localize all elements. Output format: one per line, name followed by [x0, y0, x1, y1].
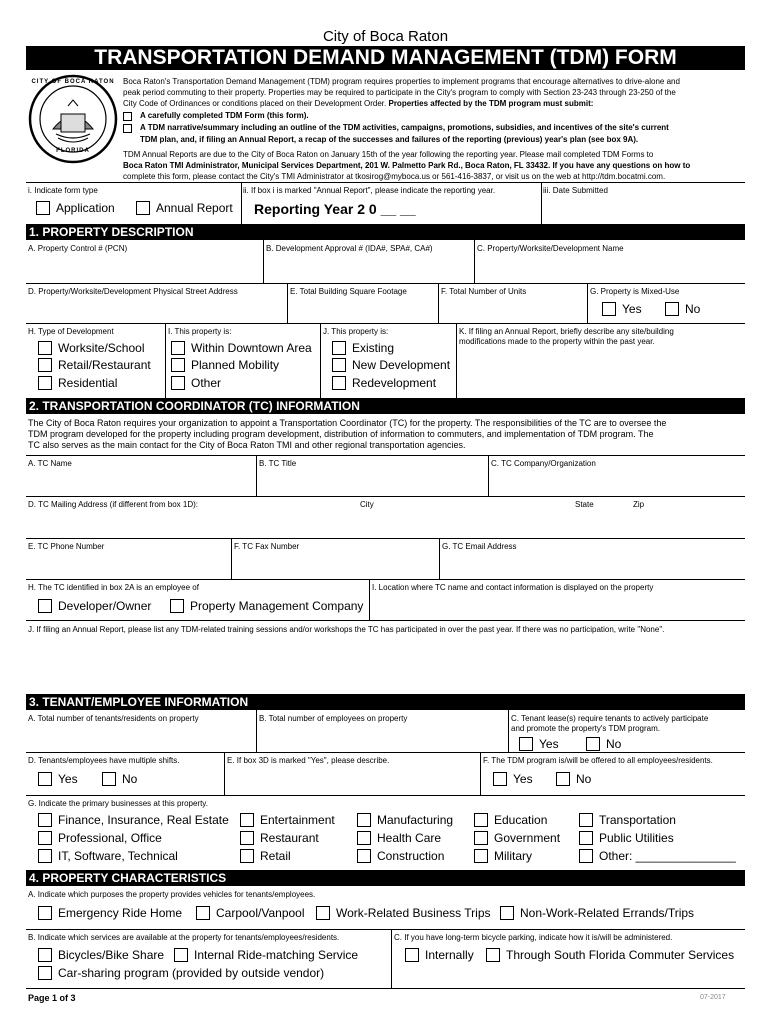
section-4-title: 4. PROPERTY CHARACTERISTICS — [26, 870, 745, 886]
rule — [439, 538, 440, 579]
tc-zip-label: Zip — [633, 500, 645, 509]
business-entertainment-label: Entertainment — [260, 813, 335, 827]
business-finance-checkbox[interactable] — [38, 813, 52, 827]
intro-line-2: peak period commuting to their property. Properties may be required to participate in the City's program to comply with Section 23-243 through 23-250 of the — [123, 88, 676, 97]
bike-share-option[interactable] — [38, 947, 164, 963]
seal-text-top: CITY OF BOCA RATON — [31, 79, 115, 85]
business-other-label: Other: _______________ — [599, 849, 736, 863]
rule — [287, 283, 288, 323]
rule — [241, 182, 242, 224]
tc-employer-label: H. The TC identified in box 2A is an employee of — [28, 583, 199, 592]
bike-share-checkbox[interactable] — [38, 948, 52, 962]
tc-company-label: C. TC Company/Organization — [491, 459, 596, 468]
tc-city-label: City — [360, 500, 374, 509]
rule — [26, 988, 745, 989]
retail-restaurant-option[interactable] — [38, 357, 151, 373]
development-approval-label: B. Development Approval # (IDA#, SPA#, CA#) — [266, 244, 433, 253]
carpool-label: Carpool/Vanpool — [216, 906, 305, 920]
car-sharing-checkbox[interactable] — [38, 966, 52, 980]
downtown-checkbox[interactable] — [171, 341, 185, 355]
sfcs-label: Through South Florida Commuter Services — [506, 948, 735, 962]
pcn-label: A. Property Control # (PCN) — [28, 244, 128, 253]
offered-no[interactable] — [556, 771, 591, 787]
sfcs-option[interactable] — [486, 947, 734, 963]
primary-businesses-label: G. Indicate the primary businesses at this property. — [28, 799, 208, 808]
downtown-label: Within Downtown Area — [191, 341, 312, 355]
business-construction[interactable] — [357, 848, 444, 864]
developer-owner-label: Developer/Owner — [58, 599, 152, 613]
tc-intro-2: TDM program developed for the property including program development, distribution of information to commuters, and implementation of TDM program. The — [28, 429, 654, 439]
other-location-label: Other — [191, 376, 222, 390]
rule — [488, 455, 489, 496]
bike-parking-label: C. If you have long-term bicycle parking, indicate how it is/will be administered. — [394, 933, 673, 942]
rule — [263, 240, 264, 283]
due-line-3: complete this form, please contact the City's TMI Administrator at tkosirog@myboca.us or 561-416-3837, or visit us on the web at http://tdm.bocatmi.com. — [123, 172, 666, 181]
shifts-no-label: No — [122, 772, 138, 786]
redevelopment-checkbox[interactable] — [332, 376, 346, 390]
shifts-describe-label: E. If box 3D is marked "Yes", please describe. — [227, 756, 390, 765]
business-other-checkbox[interactable] — [579, 849, 593, 863]
business-health-care[interactable] — [357, 830, 441, 846]
bullet-2-box — [123, 124, 132, 133]
business-retail-label: Retail — [260, 849, 291, 863]
mixed-use-yes-label: Yes — [622, 302, 642, 316]
retail-restaurant-label: Retail/Restaurant — [58, 358, 151, 372]
street-address-label: D. Property/Worksite/Development Physical Street Address — [28, 287, 238, 296]
property-is-label-j: J. This property is: — [323, 327, 389, 336]
business-transportation-label: Transportation — [599, 813, 676, 827]
rule — [224, 752, 225, 795]
square-footage-label: E. Total Building Square Footage — [290, 287, 407, 296]
mixed-use-yes-checkbox[interactable] — [602, 302, 616, 316]
planned-mobility-label: Planned Mobility — [191, 358, 280, 372]
rule — [320, 323, 321, 398]
internally-option[interactable] — [405, 947, 474, 963]
rule — [256, 710, 257, 752]
rule — [456, 323, 457, 398]
business-military-checkbox[interactable] — [474, 849, 488, 863]
offered-yes-label: Yes — [513, 772, 533, 786]
rule — [231, 538, 232, 579]
planned-mobility-checkbox[interactable] — [171, 358, 185, 372]
rule — [26, 752, 745, 753]
rule — [391, 929, 392, 988]
bullet-2 — [123, 123, 669, 133]
ride-matching-option[interactable] — [174, 947, 358, 963]
revision-date: 07-2017 — [700, 994, 726, 1001]
business-it-checkbox[interactable] — [38, 849, 52, 863]
lease-no-label: No — [606, 737, 622, 751]
carpool-option[interactable] — [196, 905, 305, 921]
tenants-count-label: A. Total number of tenants/residents on property — [28, 714, 199, 723]
section-3-title: 3. TENANT/EMPLOYEE INFORMATION — [26, 694, 745, 710]
redevelopment-label: Redevelopment — [352, 376, 437, 390]
lease-no[interactable] — [586, 736, 621, 752]
reporting-year-field[interactable]: Reporting Year 2 0 __ __ — [254, 201, 416, 217]
business-public-utilities-checkbox[interactable] — [579, 831, 593, 845]
business-restaurant-label: Restaurant — [260, 831, 319, 845]
new-development-label: New Development — [352, 358, 451, 372]
city-name: City of Boca Raton — [322, 28, 449, 45]
number-of-units-label: F. Total Number of Units — [441, 287, 527, 296]
existing-checkbox[interactable] — [332, 341, 346, 355]
business-professional-label: Professional, Office — [58, 831, 162, 845]
application-label: Application — [56, 201, 115, 215]
tc-title-label: B. TC Title — [259, 459, 297, 468]
section-2-title: 2. TRANSPORTATION COORDINATOR (TC) INFORMATION — [26, 398, 745, 414]
tc-state-label: State — [575, 500, 594, 509]
lease-no-checkbox[interactable] — [586, 737, 600, 751]
internally-checkbox[interactable] — [405, 948, 419, 962]
business-transportation[interactable] — [579, 812, 676, 828]
modifications-label-1: K. If filing an Annual Report, briefly describe any site/building — [459, 327, 674, 336]
rule — [26, 795, 745, 796]
property-management-checkbox[interactable] — [170, 599, 184, 613]
property-management-label: Property Management Company — [190, 599, 364, 613]
new-development-checkbox[interactable] — [332, 358, 346, 372]
tc-email-label: G. TC Email Address — [442, 542, 517, 551]
business-manufacturing-label: Manufacturing — [377, 813, 454, 827]
carpool-checkbox[interactable] — [196, 906, 210, 920]
business-education-checkbox[interactable] — [474, 813, 488, 827]
redevelopment-option[interactable] — [332, 375, 436, 391]
business-education[interactable] — [474, 812, 547, 828]
ride-matching-checkbox[interactable] — [174, 948, 188, 962]
errands-checkbox[interactable] — [500, 906, 514, 920]
lease-yes-label: Yes — [539, 737, 559, 751]
business-other[interactable] — [579, 848, 736, 864]
rule — [541, 182, 542, 224]
shifts-no[interactable] — [102, 771, 137, 787]
lease-label-1: C. Tenant lease(s) require tenants to actively participate — [511, 714, 709, 723]
business-transportation-checkbox[interactable] — [579, 813, 593, 827]
business-construction-label: Construction — [377, 849, 445, 863]
car-sharing-option[interactable] — [38, 965, 324, 981]
application-checkbox[interactable] — [36, 201, 50, 215]
business-finance[interactable] — [38, 812, 229, 828]
offered-no-checkbox[interactable] — [556, 772, 570, 786]
rule — [26, 455, 745, 456]
business-entertainment[interactable] — [240, 812, 335, 828]
worksite-school-option[interactable] — [38, 340, 144, 356]
business-retail-checkbox[interactable] — [240, 849, 254, 863]
other-location-checkbox[interactable] — [171, 376, 185, 390]
mixed-use-no[interactable] — [665, 301, 700, 317]
business-military-label: Military — [494, 849, 532, 863]
emergency-ride-checkbox[interactable] — [38, 906, 52, 920]
business-restaurant[interactable] — [240, 830, 319, 846]
business-military[interactable] — [474, 848, 532, 864]
offered-yes-checkbox[interactable] — [493, 772, 507, 786]
mixed-use-no-checkbox[interactable] — [665, 302, 679, 316]
annual-report-label: Annual Report — [156, 201, 233, 215]
business-trips-option[interactable] — [316, 905, 491, 921]
application-option[interactable] — [36, 200, 115, 216]
rule — [26, 496, 745, 497]
business-it[interactable] — [38, 848, 178, 864]
business-entertainment-checkbox[interactable] — [240, 813, 254, 827]
seal-text-bottom: FLORIDA — [56, 148, 90, 154]
emergency-ride-label: Emergency Ride Home — [58, 906, 183, 920]
bullet-1-box — [123, 112, 132, 121]
new-development-option[interactable] — [332, 357, 450, 373]
shifts-yes-label: Yes — [58, 772, 78, 786]
mixed-use-yes[interactable] — [602, 301, 642, 317]
program-offered-label: F. The TDM program is/will be offered to all employees/residents. — [483, 756, 713, 765]
rule — [369, 579, 370, 620]
rule — [26, 538, 745, 539]
annual-report-checkbox[interactable] — [136, 201, 150, 215]
rule — [26, 323, 745, 324]
rule — [480, 752, 481, 795]
ride-matching-label: Internal Ride-matching Service — [194, 948, 359, 962]
offered-no-label: No — [576, 772, 592, 786]
worksite-school-label: Worksite/School — [58, 341, 145, 355]
business-government[interactable] — [474, 830, 560, 846]
section-1-title: 1. PROPERTY DESCRIPTION — [26, 224, 745, 240]
sfcs-checkbox[interactable] — [486, 948, 500, 962]
due-line-2: Boca Raton TMI Administrator, Municipal Services Department, 201 W. Palmetto Park Rd., Boca Raton, FL 33432. If you have any questions on how to — [123, 161, 691, 170]
rule — [256, 455, 257, 496]
intro-line-3 — [123, 98, 745, 109]
business-retail[interactable] — [240, 848, 291, 864]
tc-intro-3: TC also serves as the main contact for the City of Boca Raton TMI and other regional transportation agencies. — [28, 440, 466, 450]
tc-fax-label: F. TC Fax Number — [234, 542, 300, 551]
shifts-yes-checkbox[interactable] — [38, 772, 52, 786]
due-line-1: TDM Annual Reports are due to the City of Boca Raton on January 15th of the year following the reporting year. Please mail completed TDM Forms to — [123, 150, 654, 159]
tc-name-label: A. TC Name — [28, 459, 72, 468]
developer-owner-option[interactable] — [38, 598, 151, 614]
residential-label: Residential — [58, 376, 118, 390]
internally-label: Internally — [425, 948, 474, 962]
mixed-use-no-label: No — [685, 302, 701, 316]
tc-mailing-address-label: D. TC Mailing Address (if different from box 1D): — [28, 500, 198, 509]
rule — [165, 323, 166, 398]
business-public-utilities-label: Public Utilities — [599, 831, 674, 845]
bullet-2-text-2: TDM plan, and, if filing an Annual Report, a recap of the successes and failures of the reporting (previous) year's plan (see box 9A). — [140, 135, 639, 144]
tc-display-location-label: I. Location where TC name and contact information is displayed on the property — [372, 583, 654, 592]
rule — [26, 579, 745, 580]
business-professional-checkbox[interactable] — [38, 831, 52, 845]
bullet-1 — [123, 111, 309, 121]
errands-option[interactable] — [500, 905, 694, 921]
services-label: B. Indicate which services are available at the property for tenants/employees/residents. — [28, 933, 340, 942]
rule — [26, 283, 745, 284]
existing-option[interactable] — [332, 340, 394, 356]
business-trips-label: Work-Related Business Trips — [336, 906, 491, 920]
business-manufacturing-checkbox[interactable] — [357, 813, 371, 827]
business-health-care-label: Health Care — [377, 831, 442, 845]
business-health-care-checkbox[interactable] — [357, 831, 371, 845]
must-submit: Properties affected by the TDM program must submit: — [388, 99, 594, 108]
developer-owner-checkbox[interactable] — [38, 599, 52, 613]
rule — [26, 620, 745, 621]
property-management-option[interactable] — [170, 598, 363, 614]
planned-mobility-option[interactable] — [171, 357, 279, 373]
multiple-shifts-label: D. Tenants/employees have multiple shifts. — [28, 756, 180, 765]
reporting-year-label: ii. If box i is marked "Annual Report", please indicate the reporting year. — [243, 186, 496, 195]
residential-option[interactable] — [38, 375, 117, 391]
retail-restaurant-checkbox[interactable] — [38, 358, 52, 372]
other-location-option[interactable] — [171, 375, 221, 391]
business-restaurant-checkbox[interactable] — [240, 831, 254, 845]
downtown-option[interactable] — [171, 340, 312, 356]
property-name-label: C. Property/Worksite/Development Name — [477, 244, 624, 253]
vehicles-label: A. Indicate which purposes the property provides vehicles for tenants/employees. — [28, 890, 316, 899]
employees-count-label: B. Total number of employees on property — [259, 714, 408, 723]
property-is-label-i: I. This property is: — [168, 327, 232, 336]
rule — [474, 240, 475, 283]
worksite-school-checkbox[interactable] — [38, 341, 52, 355]
car-sharing-label: Car-sharing program (provided by outside vendor) — [58, 966, 325, 980]
offered-yes[interactable] — [493, 771, 533, 787]
rule — [26, 182, 745, 183]
shifts-no-checkbox[interactable] — [102, 772, 116, 786]
rule — [26, 929, 745, 930]
modifications-label-2: modifications made to the property within the past year. — [459, 337, 655, 346]
form-title: TRANSPORTATION DEMAND MANAGEMENT (TDM) FORM — [94, 46, 677, 69]
intro-line-3-text: City Code of Ordinances or conditions placed on their Development Order. — [123, 99, 387, 108]
date-submitted-label: iii. Date Submitted — [543, 186, 608, 195]
errands-label: Non-Work-Related Errands/Trips — [520, 906, 695, 920]
bullet-1-text: A carefully completed TDM Form (this form). — [140, 111, 309, 120]
development-type-label: H. Type of Development — [28, 327, 114, 336]
bullet-2-text-1: A TDM narrative/summary including an outline of the TDM activities, campaigns, promotions, subsidies, and incentives of the site's current — [140, 123, 669, 132]
existing-label: Existing — [352, 341, 395, 355]
business-government-checkbox[interactable] — [474, 831, 488, 845]
business-manufacturing[interactable] — [357, 812, 453, 828]
business-trips-checkbox[interactable] — [316, 906, 330, 920]
tc-phone-label: E. TC Phone Number — [28, 542, 105, 551]
business-public-utilities[interactable] — [579, 830, 674, 846]
business-it-label: IT, Software, Technical — [58, 849, 178, 863]
rule — [508, 710, 509, 752]
business-construction-checkbox[interactable] — [357, 849, 371, 863]
business-finance-label: Finance, Insurance, Real Estate — [58, 813, 229, 827]
intro-line-1: Boca Raton's Transportation Demand Management (TDM) program requires properties to implement programs that encourage alternatives to drive-alone and — [123, 77, 680, 86]
page-number: Page 1 of 3 — [28, 993, 76, 1003]
business-professional[interactable] — [38, 830, 162, 846]
emergency-ride-option[interactable] — [38, 905, 182, 921]
rule — [587, 283, 588, 323]
shifts-yes[interactable] — [38, 771, 78, 787]
form-type-label: i. Indicate form type — [28, 186, 98, 195]
business-government-label: Government — [494, 831, 561, 845]
business-education-label: Education — [494, 813, 548, 827]
rule — [438, 283, 439, 323]
tc-training-label: J. If filing an Annual Report, please list any TDM-related training sessions and/or workshops the TC has participated in over the past year. If there was no participation, write "None". — [28, 625, 665, 634]
mixed-use-label: G. Property is Mixed-Use — [590, 287, 680, 296]
residential-checkbox[interactable] — [38, 376, 52, 390]
lease-yes-checkbox[interactable] — [519, 737, 533, 751]
lease-label-2: and promote the property's TDM program. — [511, 724, 660, 733]
tc-intro-1: The City of Boca Raton requires your organization to appoint a Transportation Coordinator (TC) for the property. The responsibilities of the TC are to oversee the — [28, 418, 667, 428]
annual-report-option[interactable] — [136, 200, 233, 216]
lease-yes[interactable] — [519, 736, 559, 752]
bike-share-label: Bicycles/Bike Share — [58, 948, 165, 962]
